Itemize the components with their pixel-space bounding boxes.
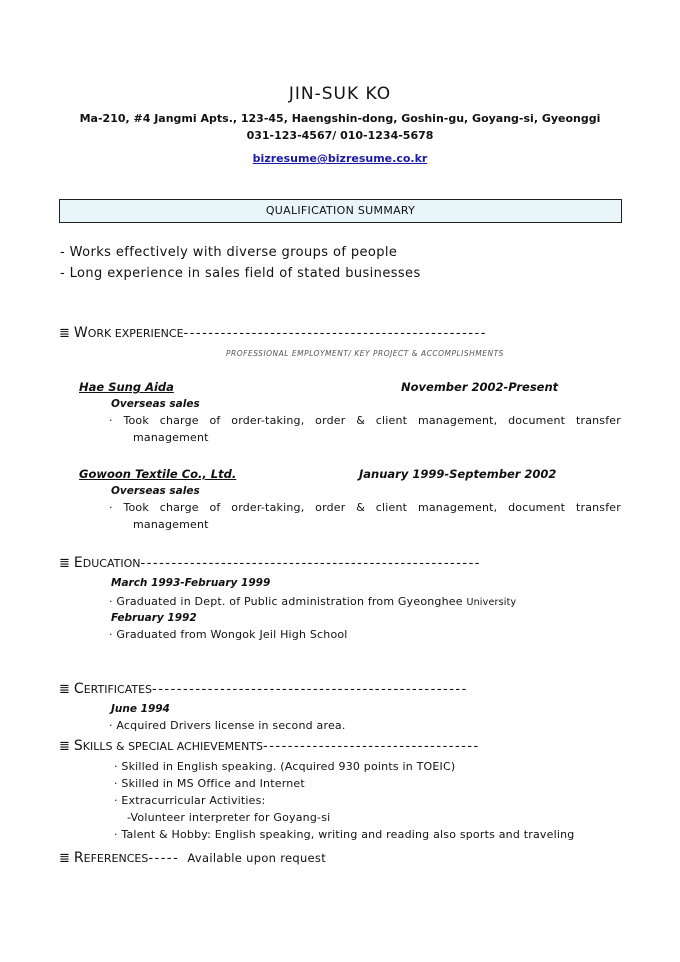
job-description: · Took charge of order-taking, order & client management, document transfer bbox=[109, 414, 621, 427]
job-company: Gowoon Textile Co., Ltd. bbox=[79, 467, 237, 481]
job-company: Hae Sung Aida bbox=[79, 380, 174, 394]
certificate-description: · Acquired Drivers license in second area. bbox=[109, 719, 346, 732]
job-role: Overseas sales bbox=[111, 398, 200, 410]
work-experience-subtitle: PROFESSIONAL EMPLOYMENT/ KEY PROJECT & ACCOMPLISHMENTS bbox=[226, 349, 504, 358]
qualification-item: - Long experience in sales field of stated businesses bbox=[60, 266, 421, 281]
skill-item: · Skilled in English speaking. (Acquired 930 points in TOEIC) bbox=[114, 760, 456, 773]
job-description-continued: management bbox=[133, 518, 209, 531]
section-bullet-icon: ≣ bbox=[59, 556, 70, 571]
job-description: · Took charge of order-taking, order & client management, document transfer bbox=[109, 501, 621, 514]
certificates-heading: ≣ CERTIFICATES--------------------------------------------------- bbox=[59, 681, 468, 697]
education-description: · Graduated in Dept. of Public administration from Gyeonghee University bbox=[109, 595, 517, 608]
job-period: January 1999-September 2002 bbox=[359, 467, 557, 481]
section-bullet-icon: ≣ bbox=[59, 682, 70, 697]
job-role: Overseas sales bbox=[111, 485, 200, 497]
skill-item: · Extracurricular Activities: bbox=[114, 794, 266, 807]
education-date: March 1993-February 1999 bbox=[111, 577, 271, 589]
resume-name: JIN-SUK KO bbox=[288, 84, 392, 104]
references-text: Available upon request bbox=[187, 851, 327, 865]
section-bullet-icon: ≣ bbox=[59, 739, 70, 754]
job-period: November 2002-Present bbox=[401, 380, 559, 394]
job-description-continued: management bbox=[133, 431, 209, 444]
education-heading: ≣ EDUCATION------------------------------------------------------- bbox=[59, 555, 482, 571]
work-experience-heading: ≣ WORK EXPERIENCE------------------------------------------------- bbox=[59, 325, 487, 341]
qualification-item: - Works effectively with diverse groups of people bbox=[60, 245, 398, 260]
phone-numbers: 031-123-4567/ 010-1234-5678 bbox=[246, 129, 434, 142]
references-heading: ≣ REFERENCES----- Available upon request bbox=[59, 850, 327, 866]
education-date: February 1992 bbox=[111, 612, 197, 624]
section-bullet-icon: ≣ bbox=[59, 851, 70, 866]
email-link[interactable]: bizresume@bizresume.co.kr bbox=[252, 152, 428, 165]
skills-heading: ≣ SKILLS & SPECIAL ACHIEVEMENTS----------------------------------- bbox=[59, 738, 480, 754]
skill-item: · Talent & Hobby: English speaking, writing and reading also sports and traveling bbox=[114, 828, 575, 841]
section-bullet-icon: ≣ bbox=[59, 326, 70, 341]
certificate-date: June 1994 bbox=[111, 703, 170, 715]
education-description: · Graduated from Wongok Jeil High School bbox=[109, 628, 348, 641]
qualification-summary-heading: QUALIFICATION SUMMARY bbox=[59, 199, 622, 223]
email-row bbox=[0, 147, 680, 166]
skill-item: · Skilled in MS Office and Internet bbox=[114, 777, 305, 790]
address: Ma-210, #4 Jangmi Apts., 123-45, Haengshin-dong, Goshin-gu, Goyang-si, Gyeonggi bbox=[79, 112, 601, 125]
skill-item: -Volunteer interpreter for Goyang-si bbox=[127, 811, 331, 824]
